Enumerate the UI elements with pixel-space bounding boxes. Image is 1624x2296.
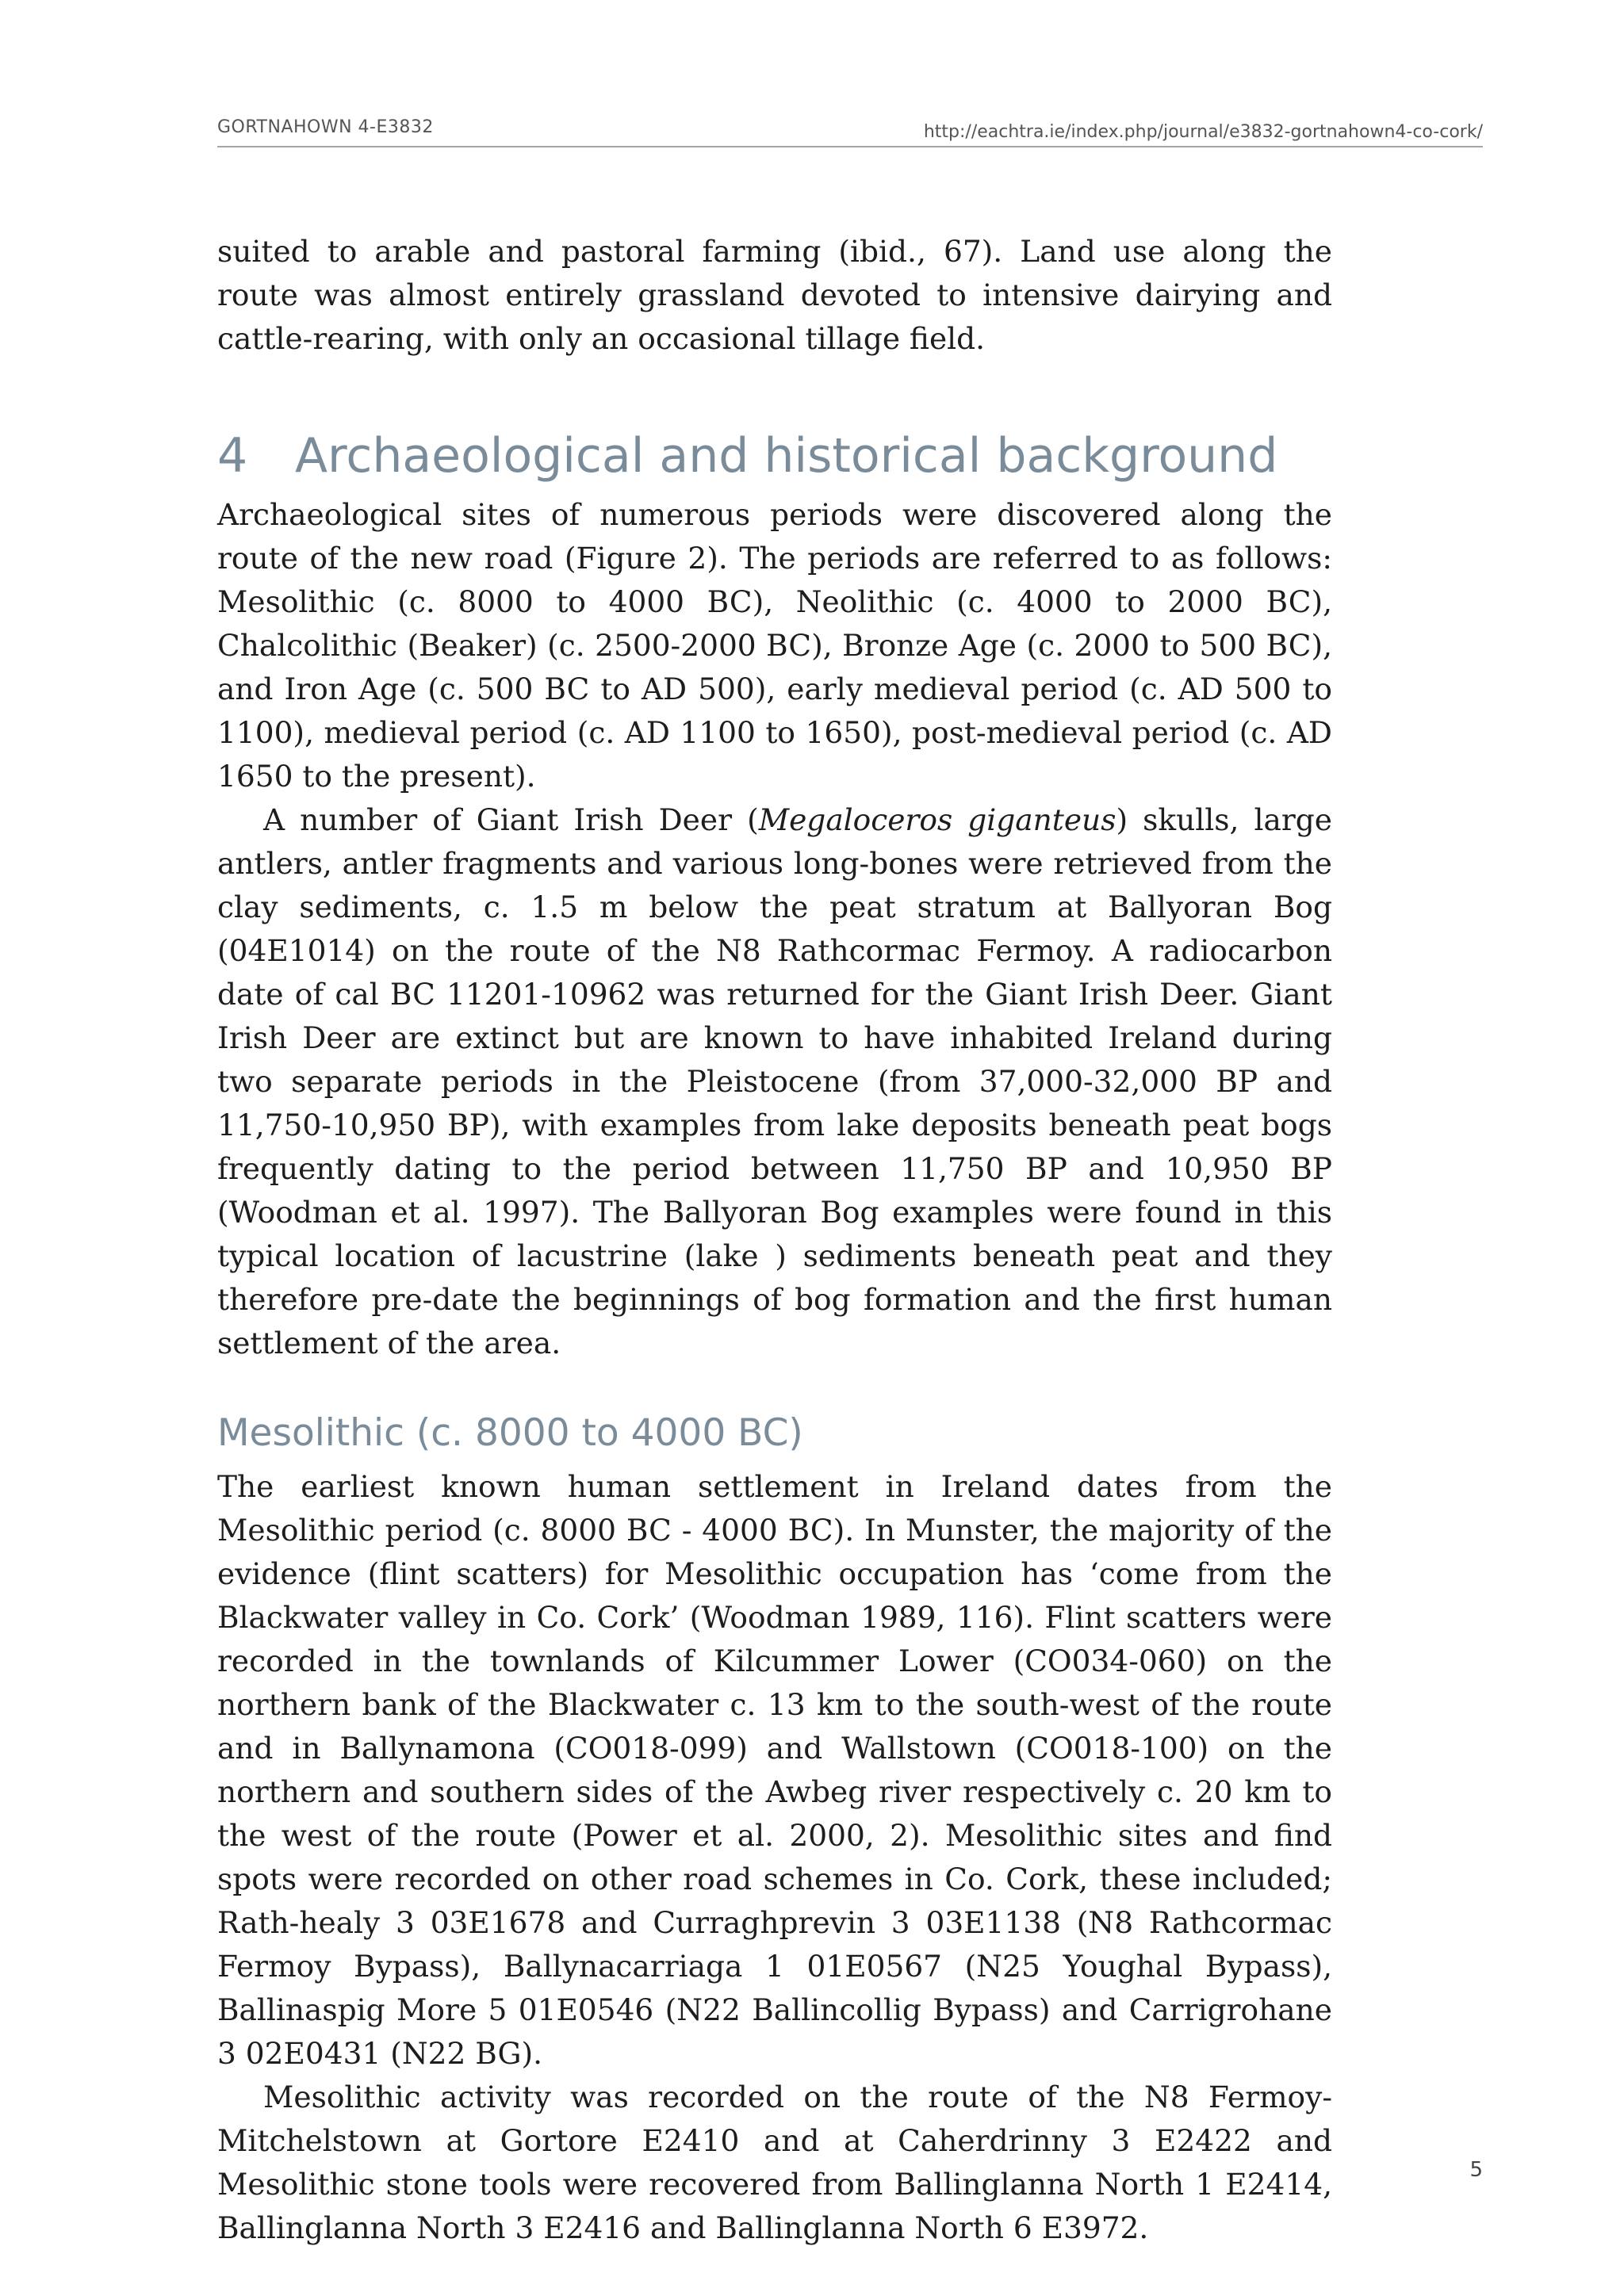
section-title: Archaeological and historical background xyxy=(295,428,1278,484)
page-number: 5 xyxy=(1469,2158,1483,2182)
subsection-heading: Mesolithic (c. 8000 to 4000 BC) xyxy=(217,1411,803,1455)
species-name: Megaloceros giganteus xyxy=(758,802,1116,837)
section-paragraph-2 xyxy=(217,798,1332,1365)
section-number: 4 xyxy=(217,428,248,484)
paragraph-2-text-end: ) skulls, large antlers, antler fragments and various long-bones were retrieved from the clay sediments, c. 1.5 m below the peat stratum at Ballyoran Bog (04E1014) on the route of the N8 Rathcormac Fermoy. A radiocarbon date of cal BC 11201-10962 was returned for the Giant Irish Deer. Giant Irish Deer are extinct but are known to have inhabited Ireland during two separate periods in the Pleistocene (from 37,000-32,000 BP and 11,750-10,950 BP), with examples from lake deposits beneath peat bogs frequently dating to the period between 11,750 BP and 10,950 BP (Woodman et al. 1997). The Ballyoran Bog examples were found in this typical location of lacustrine (lake ) sediments beneath peat and they therefore pre-date the beginnings of bog formation and the first human settlement of the area. xyxy=(217,802,1333,1360)
subsection-paragraph-2: Mesolithic activity was recorded on the route of the N8 Fermoy-Mitchelstown at Gortore E2410 and at Caherdrinny 3 E2422 and Mesolithic stone tools were recovered from Ballinglanna North 1 E2414, Ballinglanna North 3 E2416 and Ballinglanna North 6 E3972. xyxy=(217,2080,1332,2245)
intro-paragraph: suited to arable and pastoral farming (ibid., 67). Land use along the route was almost entirely grassland devoted to intensive dairying and cattle-rearing, with only an occasional tillage field. xyxy=(217,234,1332,356)
section-paragraph-1: Archaeological sites of numerous periods were discovered along the route of the new road (Figure 2). The periods are referred to as follows: Mesolithic (c. 8000 to 4000 BC), Neolithic (c. 4000 to 2000 BC), Chalcolithic (Beaker) (c. 2500-2000 BC), Bronze Age (c. 2000 to 500 BC), and Iron Age (c. 500 BC to AD 500), early medieval period (c. AD 500 to 1100), medieval period (c. AD 1100 to 1650), post-medieval period (c. AD 1650 to the present). xyxy=(217,497,1332,794)
running-header xyxy=(217,114,1483,147)
section-heading xyxy=(217,428,1332,484)
subsection-paragraph-1: The earliest known human settlement in Ireland dates from the Mesolithic period (c. 8000 BC - 4000 BC). In Munster, the majority of the evidence (flint scatters) for Mesolithic occupation has ‘come from the Blackwater valley in Co. Cork’ (Woodman 1989, 116). Flint scatters were recorded in the townlands of Kilcummer Lower (CO034-060) on the northern bank of the Blackwater c. 13 km to the south-west of the route and in Ballynamona (CO018-099) and Wallstown (CO018-100) on the northern and southern sides of the Awbeg river respectively c. 20 km to the west of the route (Power et al. 2000, 2). Mesolithic sites and find spots were recorded on other road schemes in Co. Cork, these included; Rath-healy 3 03E1678 and Curraghprevin 3 03E1138 (N8 Rathcormac Fermoy Bypass), Ballynacarriaga 1 01E0567 (N25 Youghal Bypass), Ballinaspig More 5 01E0546 (N22 Ballincollig Bypass) and Carrigrohane 3 02E0431 (N22 BG). xyxy=(217,1469,1332,2071)
page-content xyxy=(217,230,1332,2250)
paragraph-2-text-start: A number of Giant Irish Deer ( xyxy=(263,802,759,837)
header-title: GORTNAHOWN 4-E3832 xyxy=(217,117,434,137)
header-url[interactable]: http://eachtra.ie/index.php/journal/e3832-gortnahown4-co-cork/ xyxy=(923,122,1483,142)
